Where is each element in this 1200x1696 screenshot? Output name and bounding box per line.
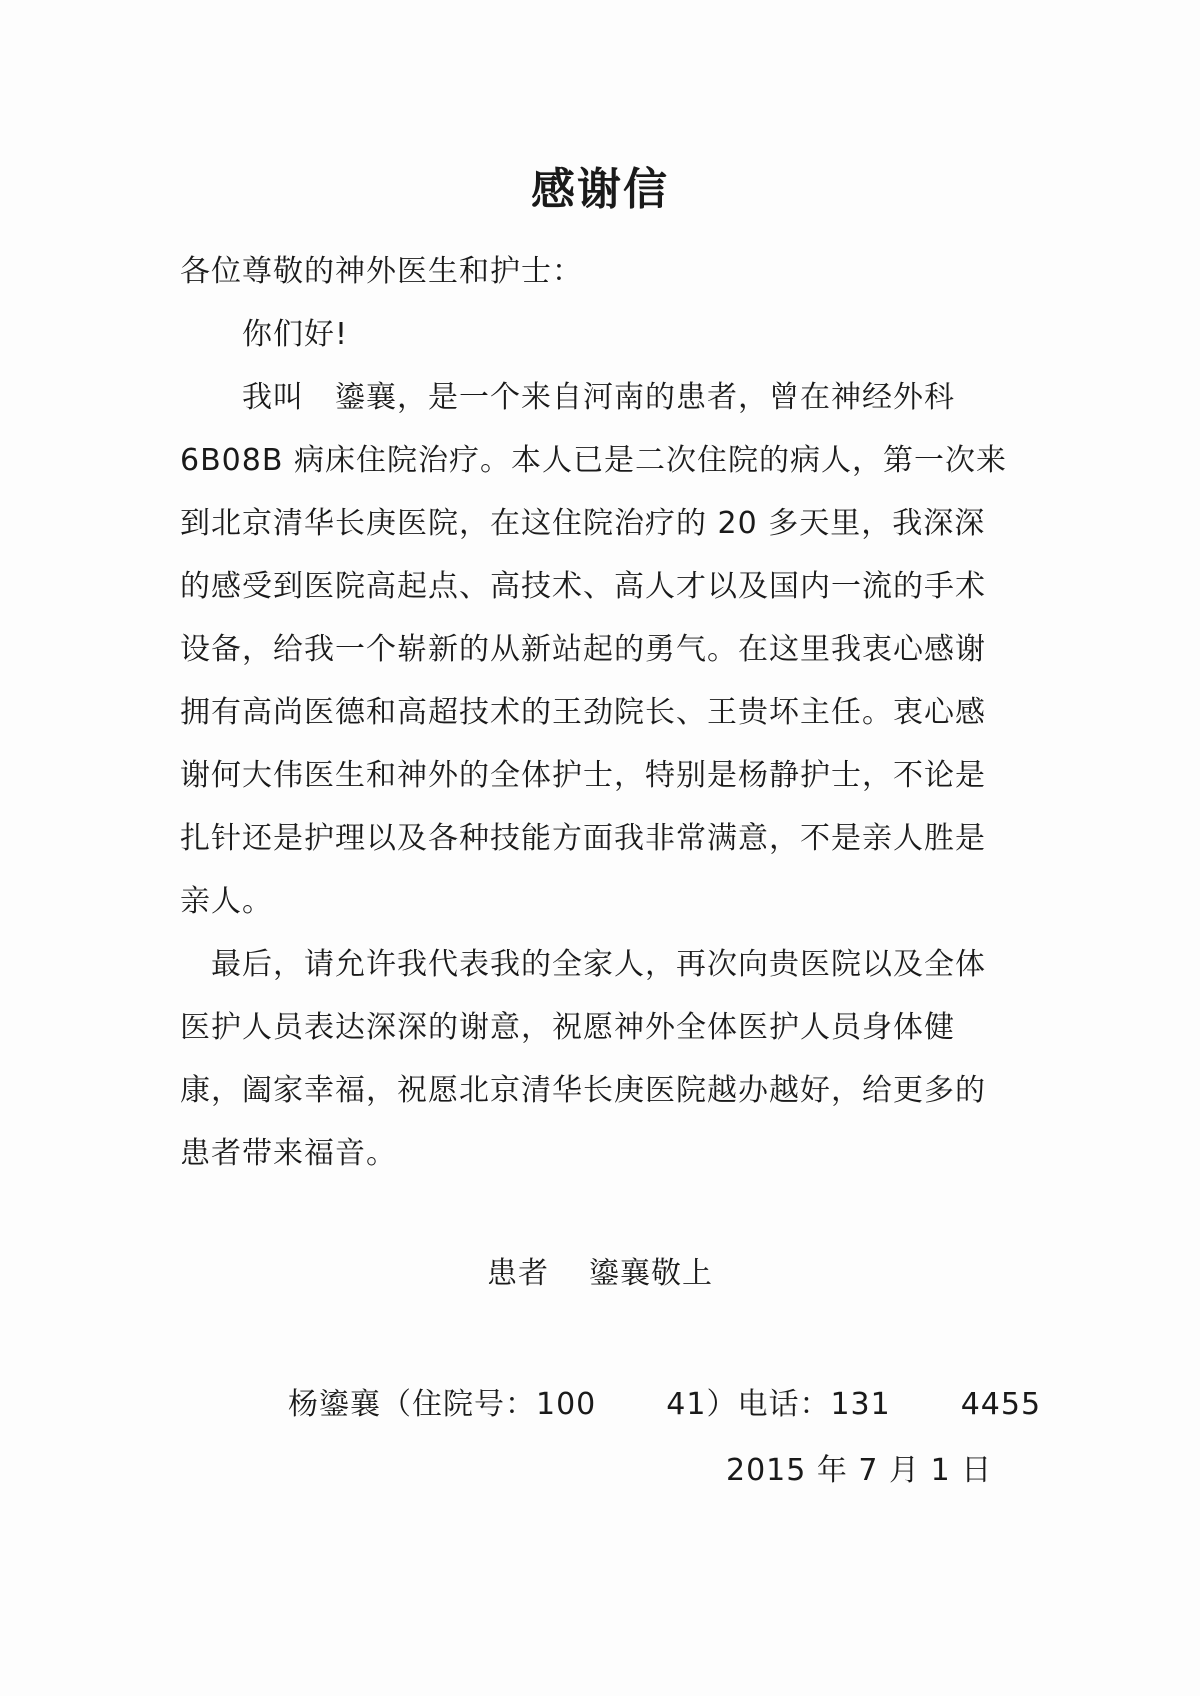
paragraph-line: 患者带来福音。 <box>180 1136 397 1171</box>
paragraph-line: 亲人。 <box>180 884 273 919</box>
paragraph-line: 最后，请允许我代表我的全家人，再次向贵医院以及全体 <box>211 947 986 982</box>
paragraph-line: 康，阖家幸福，祝愿北京清华长庚医院越办越好，给更多的 <box>180 1073 986 1108</box>
letter-date: 2015 年 7 月 1 日 <box>726 1453 993 1488</box>
paragraph-line: 的感受到医院高起点、高技术、高人才以及国内一流的手术 <box>180 569 986 604</box>
paragraph-line: 我叫 鎏襄，是一个来自河南的患者，曾在神经外科 <box>242 380 955 415</box>
contact-line <box>288 1383 1041 1427</box>
letter-body <box>180 240 1025 1185</box>
greeting: 你们好! <box>242 317 349 352</box>
contact-mid: 41）电话：131 <box>666 1387 891 1422</box>
contact-name: 杨鎏襄（住院号：100 <box>288 1387 597 1422</box>
paragraph-line: 到北京清华长庚医院，在这住院治疗的 20 多天里，我深深 <box>180 506 986 541</box>
letter-title: 感谢信 <box>531 164 669 215</box>
signature <box>0 1252 1200 1296</box>
paragraph-line: 医护人员表达深深的谢意，祝愿神外全体医护人员身体健 <box>180 1010 955 1045</box>
salutation: 各位尊敬的神外医生和护士： <box>180 254 583 289</box>
paragraph-line: 拥有高尚医德和高超技术的王劲院长、王贵坏主任。衷心感 <box>180 695 986 730</box>
paragraph-line: 设备，给我一个崭新的从新站起的勇气。在这里我衷心感谢 <box>180 632 986 667</box>
paragraph-line: 扎针还是护理以及各种技能方面我非常满意，不是亲人胜是 <box>180 821 986 856</box>
signature-name: 鎏襄敬上 <box>589 1256 713 1291</box>
paragraph-line: 谢何大伟医生和神外的全体护士，特别是杨静护士，不论是 <box>180 758 986 793</box>
contact-end: 4455 <box>960 1387 1042 1422</box>
paragraph-line: 6B08B 病床住院治疗。本人已是二次住院的病人，第一次来 <box>180 443 1007 478</box>
signature-prefix: 患者 <box>487 1256 549 1291</box>
